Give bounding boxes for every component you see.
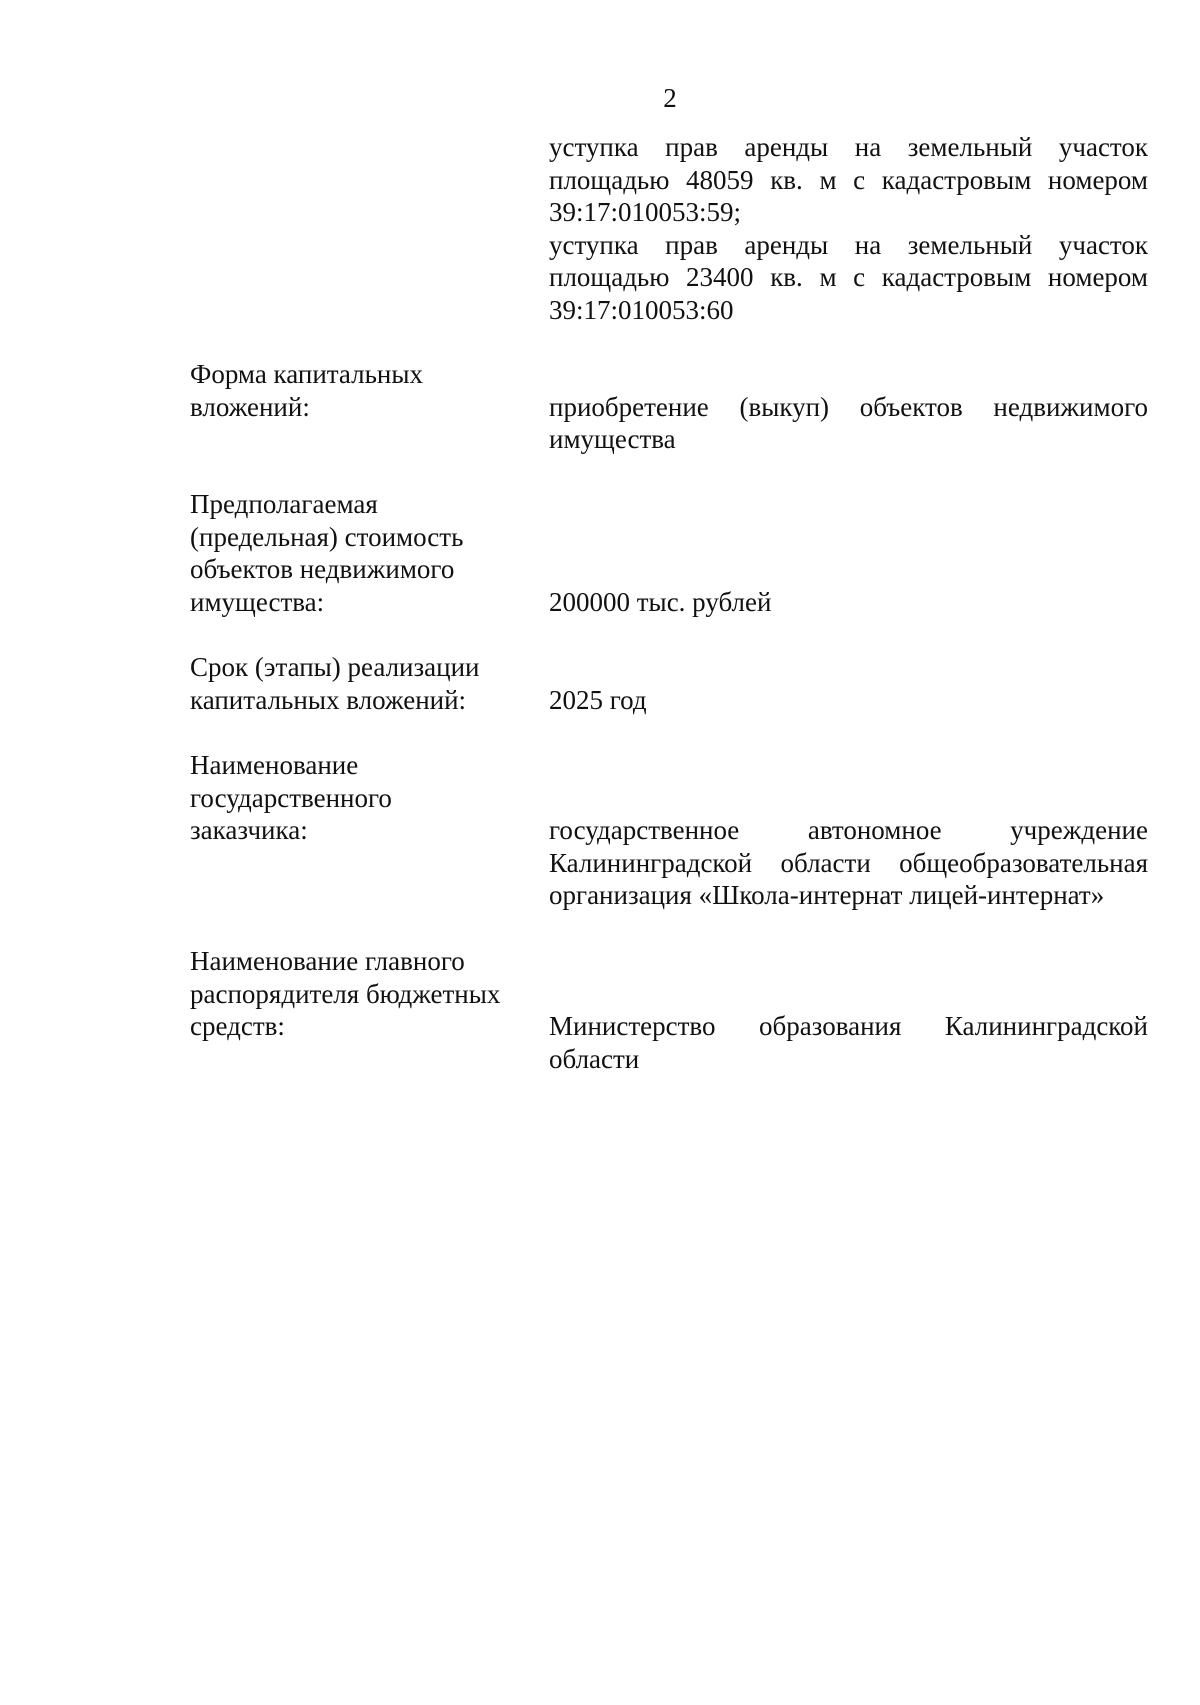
page-number: 2 xyxy=(663,83,677,113)
intro-item-2: уступка прав аренды на земельный участок площадью 23400 кв. м с кадастровым номером 39:17:010053:60 xyxy=(549,229,1148,325)
intro-item-1: уступка прав аренды на земельный участок площадью 48059 кв. м с кадастровым номером 39:17:010053:59; xyxy=(549,132,1148,227)
row-value: государственное автономное учреждение Калининградской области общеобразовательная организация «Школа-интернат лицей-интернат» xyxy=(549,815,1148,910)
row-label: Предполагаемая (предельная) стоимость объектов недвижимого имущества: xyxy=(190,489,464,617)
row-value: 200000 тыс. рублей xyxy=(549,586,772,617)
row-value: приобретение (выкуп) объектов недвижимого имущества xyxy=(549,391,1148,454)
row-label: Форма капитальных вложений: xyxy=(190,359,424,422)
row-label: Наименование государственного заказчика: xyxy=(190,750,392,845)
intro-block xyxy=(549,131,1148,326)
row-value: Министерство образования Калининградской области xyxy=(549,1011,1148,1074)
row-label: Наименование главного распорядителя бюджетных средств: xyxy=(190,946,501,1041)
row-label: Срок (этапы) реализации капитальных вложений: xyxy=(190,652,480,715)
row-value: 2025 год xyxy=(549,684,647,715)
